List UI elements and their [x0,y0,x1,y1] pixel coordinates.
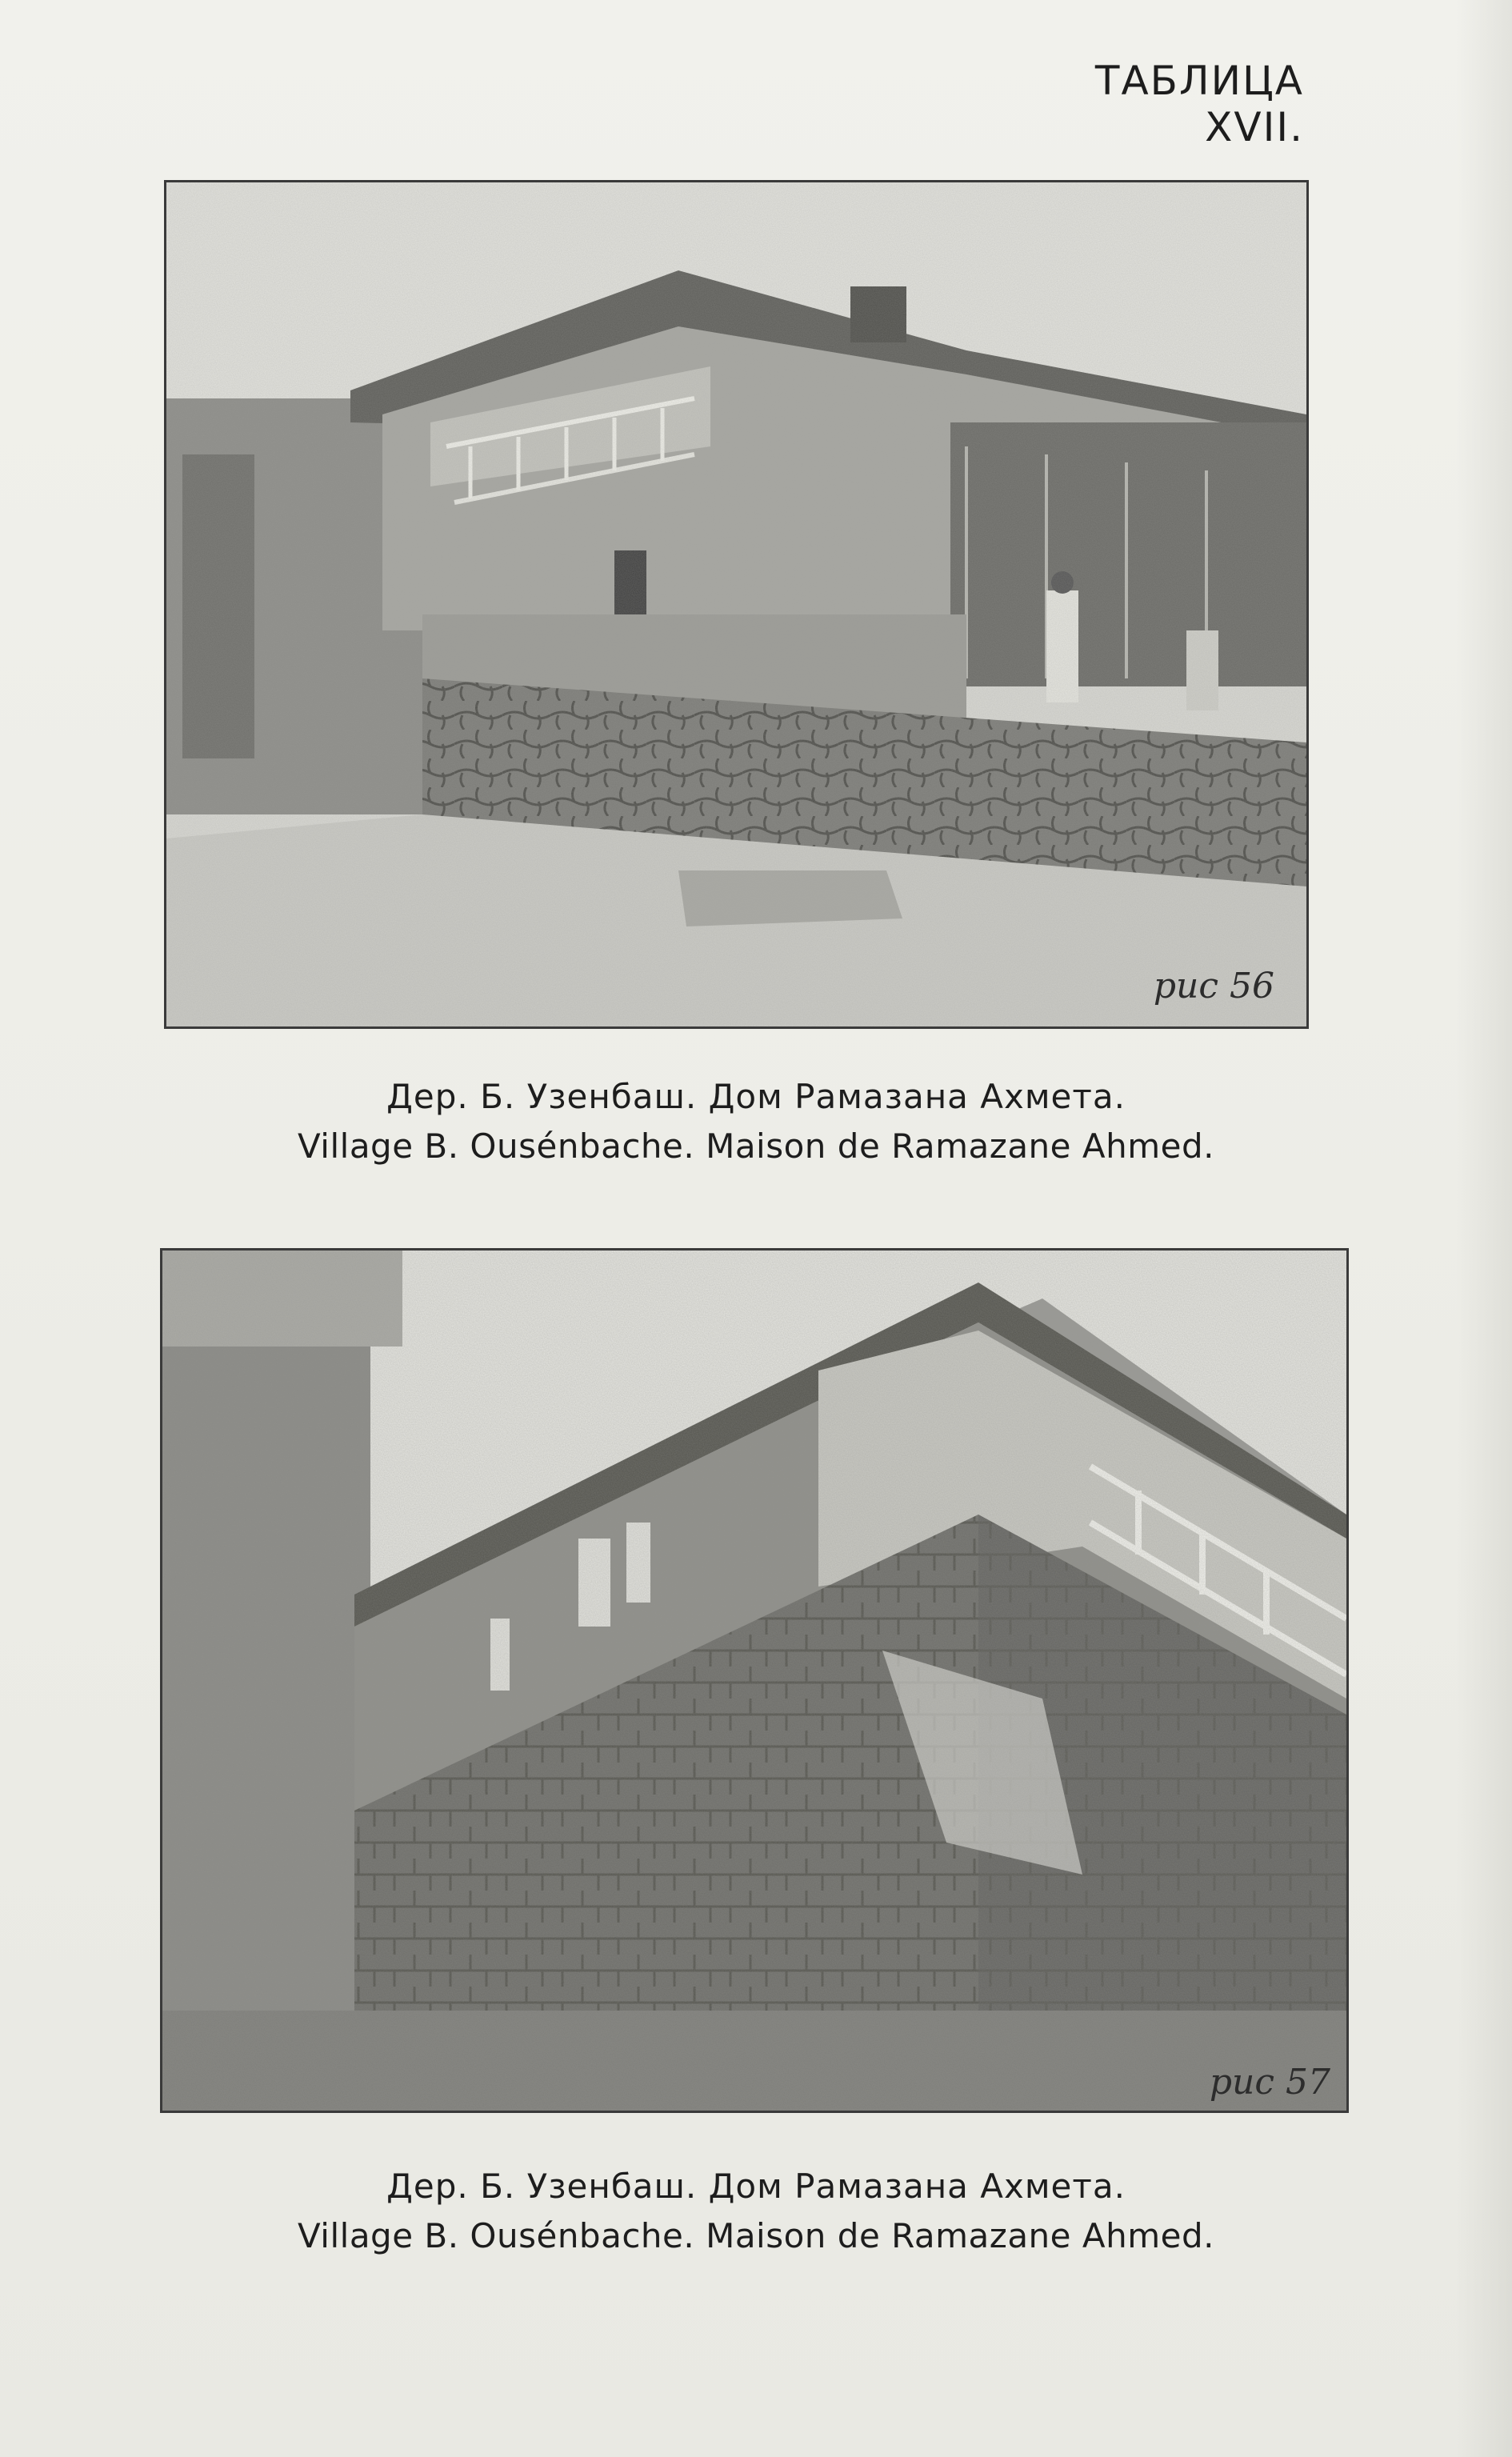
page-edge-shadow [1456,0,1512,2457]
figure-label: рис 57 [1209,2062,1330,2103]
figure-caption [0,2162,1512,2261]
photo-house-corner-image [162,1251,1346,2111]
figure-caption [0,1072,1512,1171]
caption-russian: Дер. Б. Узенбаш. Дом Рамазана Ахмета. [386,2167,1126,2206]
caption-french: Village B. Ousénbache. Maison de Ramazane Ahmed. [298,2216,1214,2255]
photo-house-front-image [166,182,1306,1026]
photo-house-corner [160,1248,1349,2113]
figure-label: рис 56 [1153,966,1274,1006]
plate-number: ТАБЛИЦА XVII. [1094,58,1304,150]
caption-french: Village B. Ousénbache. Maison de Ramazane Ahmed. [298,1126,1214,1166]
photo-house-front [164,180,1309,1029]
caption-russian: Дер. Б. Узенбаш. Дом Рамазана Ахмета. [386,1077,1126,1116]
